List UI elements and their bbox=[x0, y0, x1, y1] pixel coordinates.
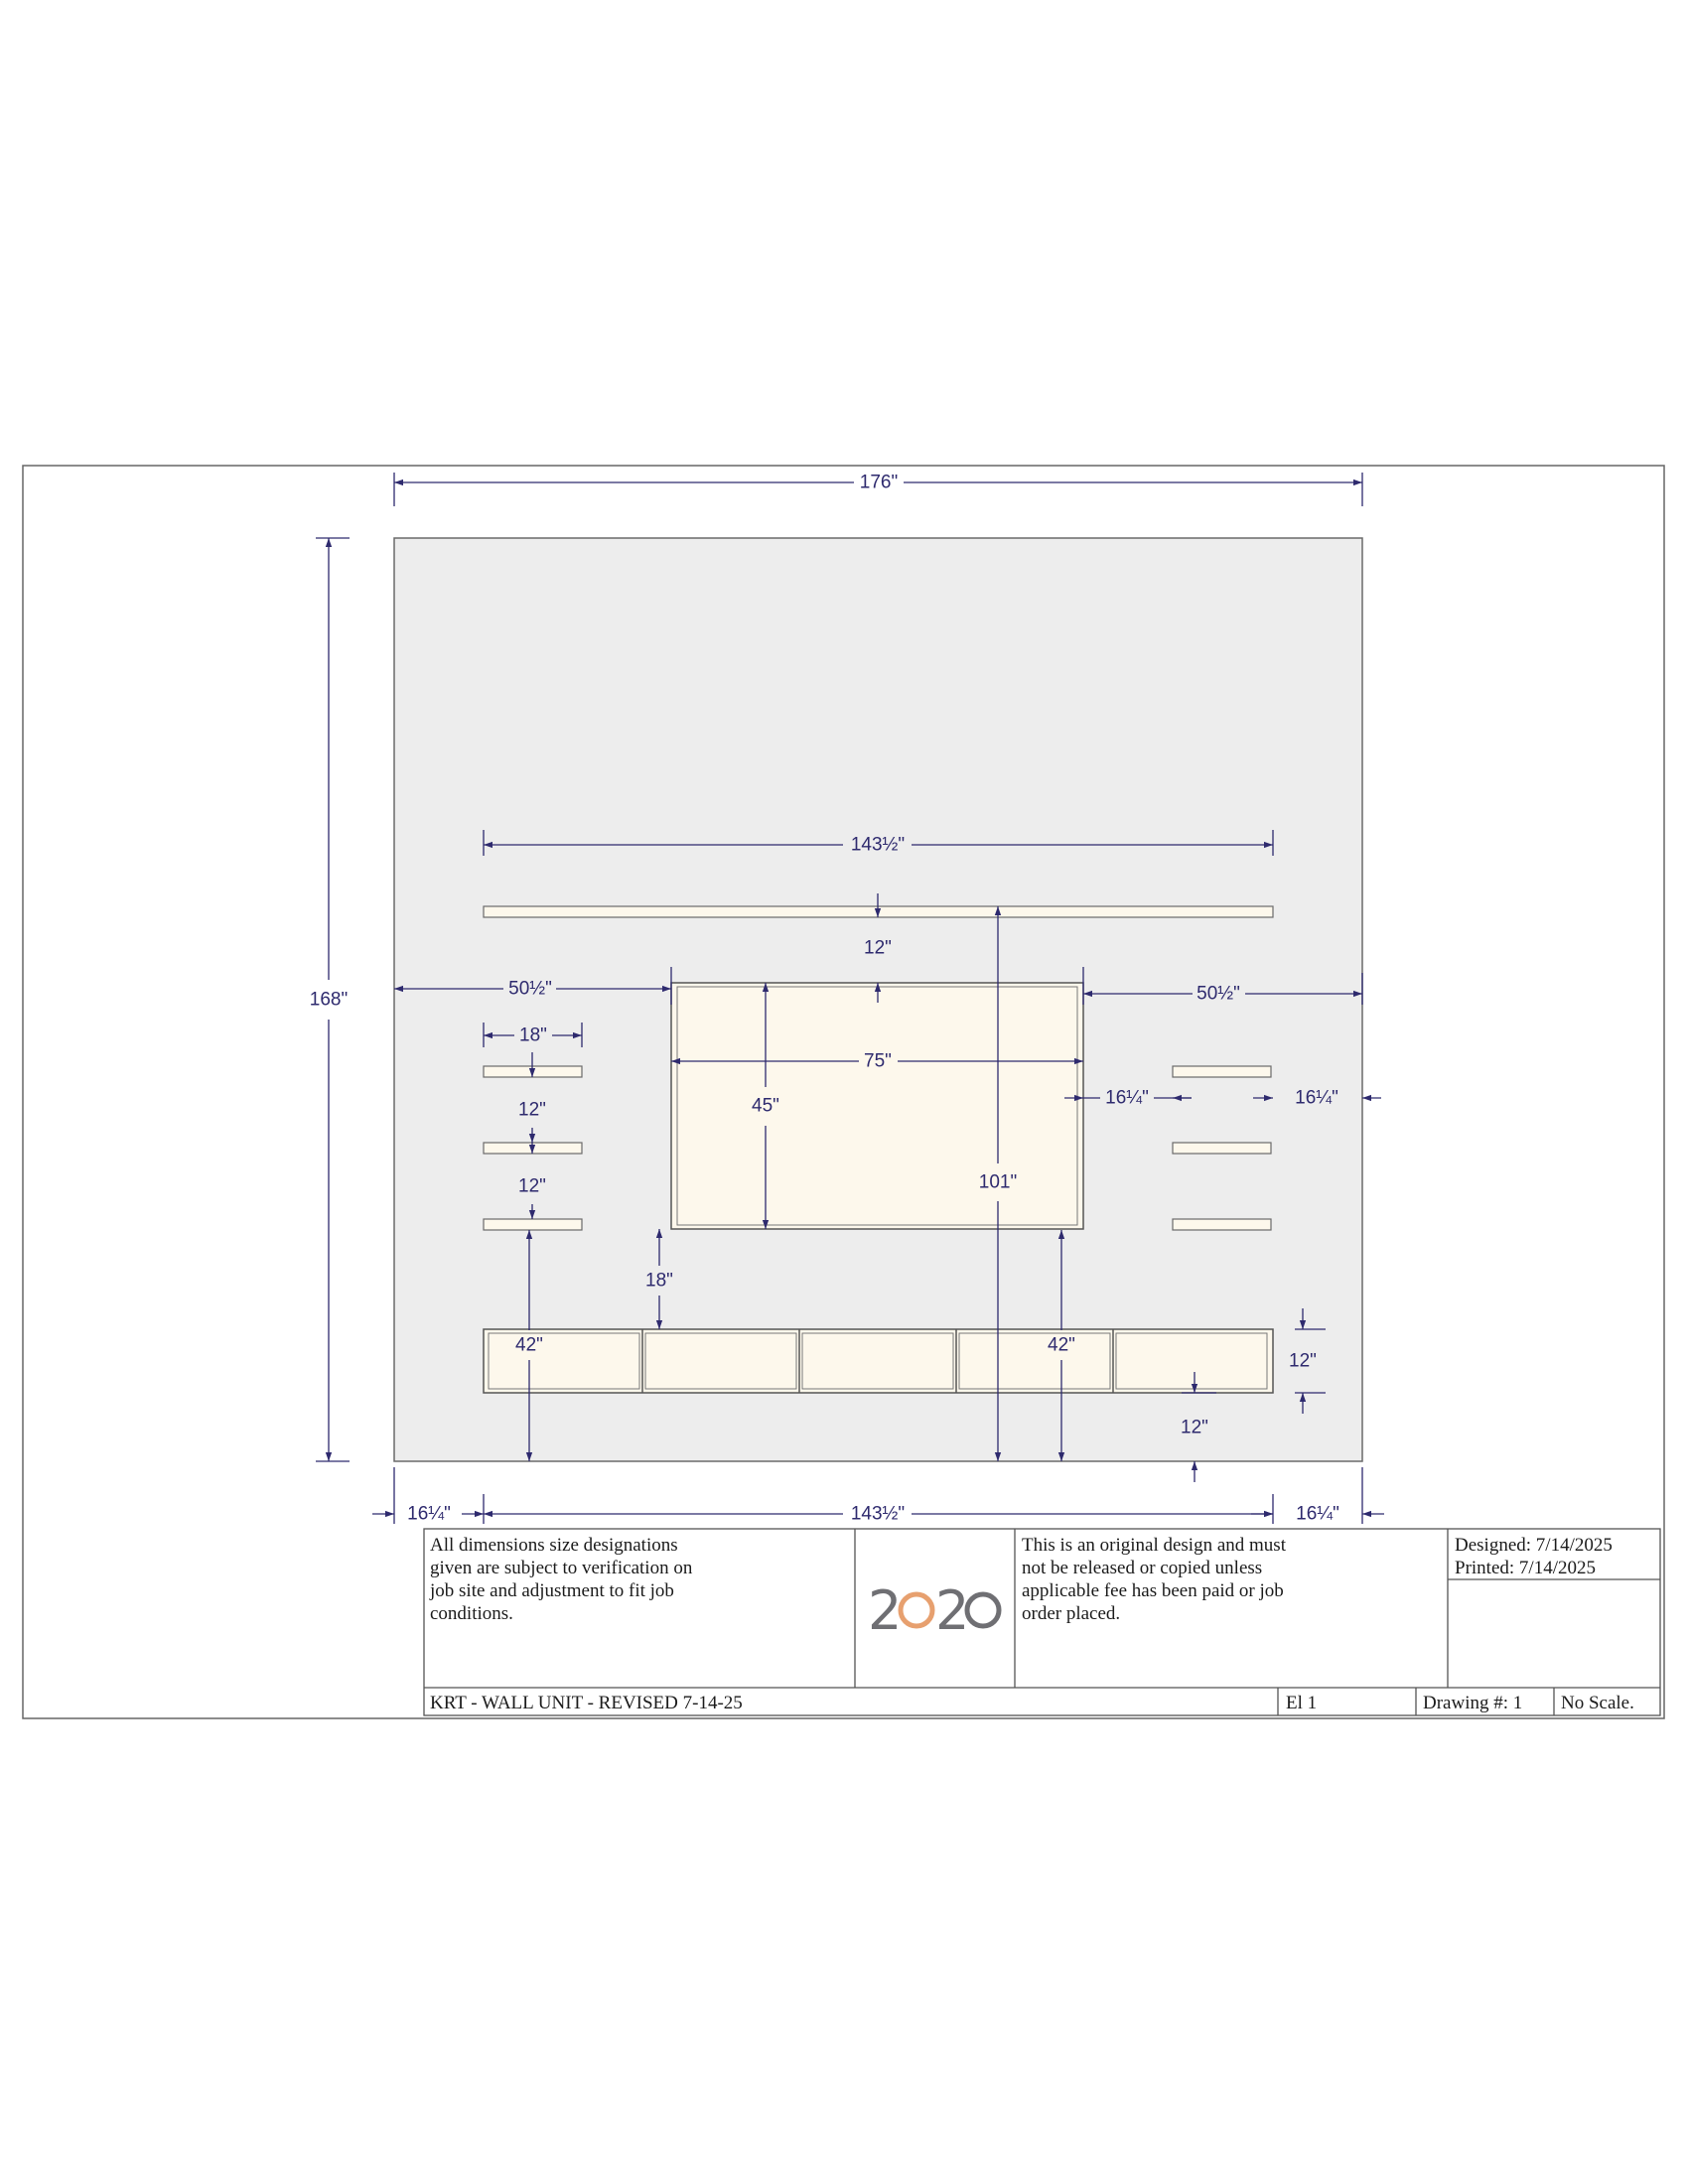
drawing-number: Drawing #: 1 bbox=[1423, 1693, 1523, 1713]
dim-left-shelf-spacing-2: 12" bbox=[518, 1175, 546, 1197]
dim-left-shelf-spacing-1: 12" bbox=[518, 1099, 546, 1121]
dim-tv-gap-above: 12" bbox=[864, 937, 892, 959]
brand-logo bbox=[868, 1579, 999, 1642]
media-console bbox=[484, 1329, 1273, 1393]
disclaimer-line-1: All dimensions size designations bbox=[430, 1535, 678, 1556]
disclaimer-line-4: conditions. bbox=[430, 1603, 513, 1624]
disclaimer-text bbox=[429, 1535, 693, 1624]
elevation-label: El 1 bbox=[1286, 1693, 1318, 1713]
dim-tv-to-console: 18" bbox=[645, 1270, 673, 1292]
right-shelf-2 bbox=[1173, 1143, 1271, 1154]
dim-bottom-left: 16¼" bbox=[407, 1503, 451, 1525]
dim-console-floor-clearance: 12" bbox=[1181, 1417, 1208, 1438]
dim-overall-width: 176" bbox=[859, 472, 899, 493]
copyright-line-1: This is an original design and must bbox=[1022, 1535, 1286, 1556]
right-shelf-1 bbox=[1173, 1066, 1271, 1077]
logo-gray-ring bbox=[967, 1594, 999, 1626]
dim-overall-height: 168" bbox=[309, 989, 349, 1011]
dim-bottom-middle: 143½" bbox=[850, 1503, 906, 1525]
dim-left-side: 50½" bbox=[508, 978, 552, 1000]
right-shelf-3 bbox=[1173, 1219, 1271, 1230]
disclaimer-line-3: job site and adjustment to fit job bbox=[430, 1580, 674, 1601]
dim-tv-width: 75" bbox=[864, 1050, 892, 1072]
copyright-line-4: order placed. bbox=[1022, 1603, 1121, 1624]
dim-right-side: 50½" bbox=[1196, 983, 1240, 1005]
dim-bottom-right: 16¼" bbox=[1296, 1503, 1339, 1525]
svg-text:2: 2 bbox=[935, 1579, 970, 1642]
copyright-line-3: applicable fee has been paid or job bbox=[1022, 1580, 1284, 1601]
dim-console-left-height: 42" bbox=[515, 1334, 543, 1356]
dim-console-right-height: 42" bbox=[1048, 1334, 1075, 1356]
printed-date: Printed: 7/14/2025 bbox=[1455, 1558, 1596, 1578]
copyright-line-2: not be released or copied unless bbox=[1022, 1558, 1263, 1578]
dim-right-inset-outer: 16¼" bbox=[1295, 1087, 1338, 1109]
scale-label: No Scale. bbox=[1561, 1693, 1634, 1713]
logo-orange-ring bbox=[901, 1594, 932, 1626]
disclaimer-line-2: given are subject to verification on bbox=[430, 1558, 693, 1578]
dim-top-shelf-width: 143½" bbox=[850, 834, 906, 856]
left-shelf-3 bbox=[484, 1219, 582, 1230]
dim-small-shelf-width: 18" bbox=[519, 1024, 547, 1046]
dim-right-inset-inner: 16¼" bbox=[1105, 1087, 1149, 1109]
svg-text:2: 2 bbox=[868, 1579, 903, 1642]
tv-panel bbox=[671, 983, 1083, 1229]
designed-date: Designed: 7/14/2025 bbox=[1455, 1535, 1613, 1556]
copyright-text bbox=[1022, 1535, 1287, 1624]
dim-tv-height: 45" bbox=[752, 1095, 779, 1117]
dim-console-depth: 12" bbox=[1289, 1350, 1317, 1372]
project-title: KRT - WALL UNIT - REVISED 7-14-25 bbox=[430, 1693, 743, 1713]
dim-top-shelf-height: 101" bbox=[978, 1171, 1018, 1193]
